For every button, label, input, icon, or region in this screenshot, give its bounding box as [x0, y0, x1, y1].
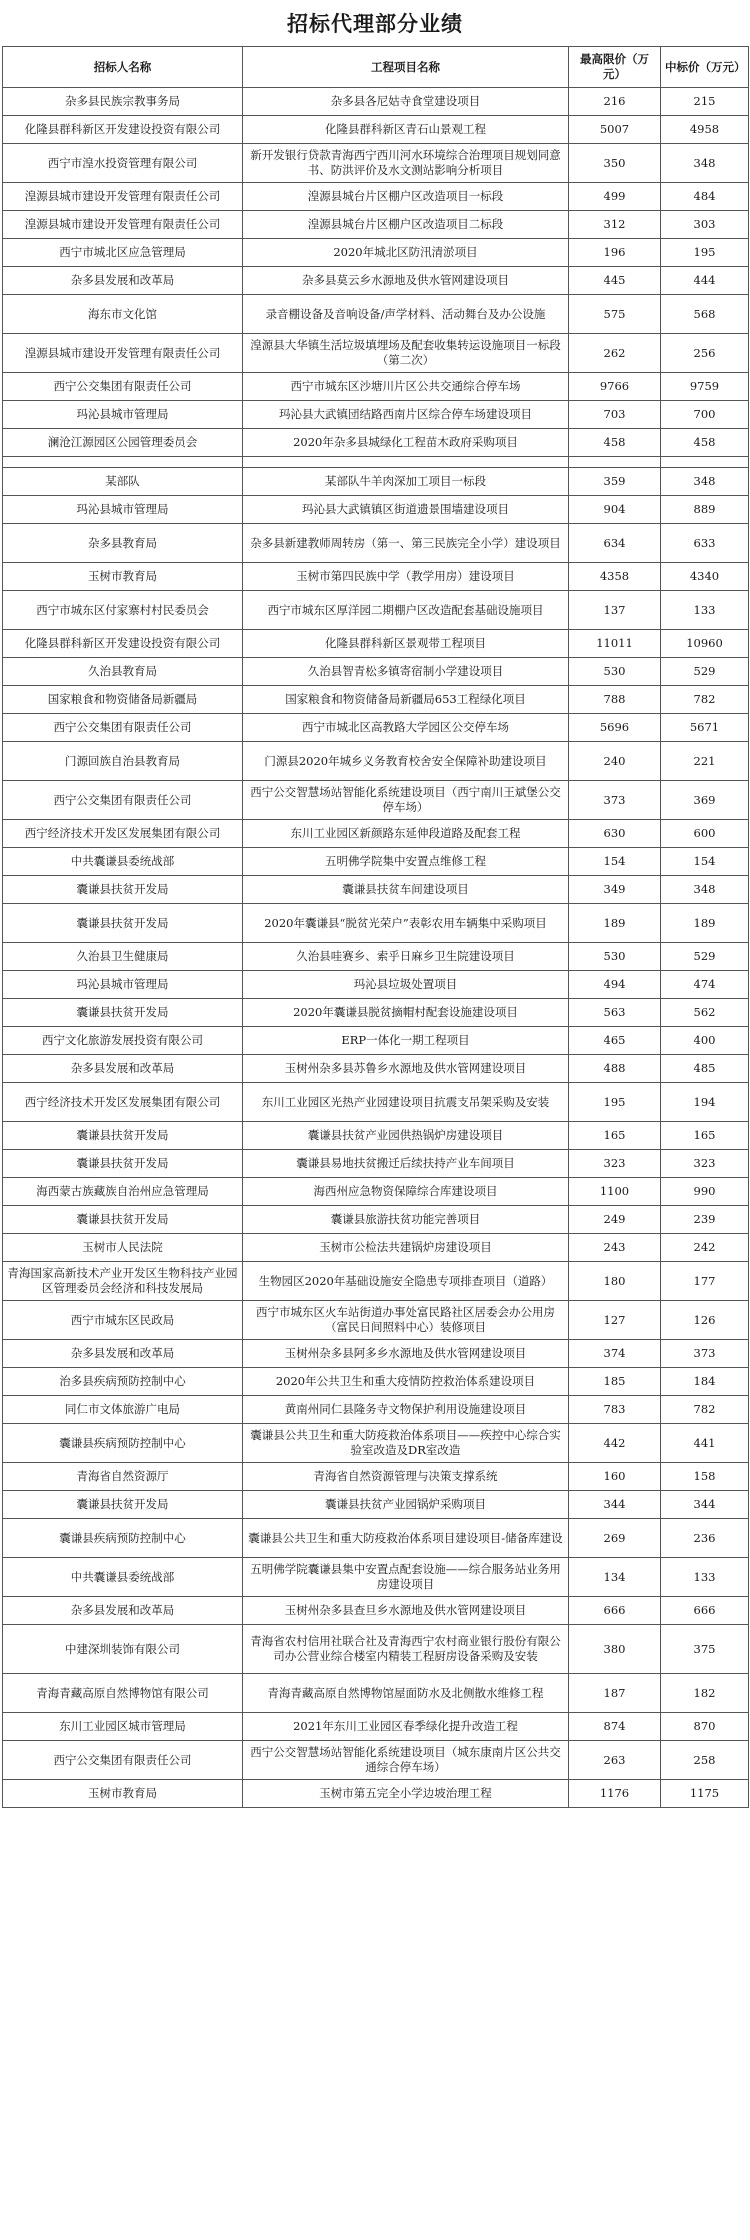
- project-cell: 青海省自然资源管理与决策支撑系统: [243, 1463, 569, 1491]
- tenderer-cell: 青海青藏高原自然博物馆有限公司: [3, 1674, 243, 1713]
- project-cell: 久治县哇赛乡、索乎日麻乡卫生院建设项目: [243, 943, 569, 971]
- table-row: [3, 1597, 749, 1625]
- tenderer-cell: 西宁文化旅游发展投资有限公司: [3, 1027, 243, 1055]
- tenderer-cell: 杂多县发展和改革局: [3, 1340, 243, 1368]
- bid-price-cell: 441: [661, 1424, 749, 1463]
- table-row: [3, 820, 749, 848]
- tenderer-cell: 玉树市人民法院: [3, 1234, 243, 1262]
- bid-price-cell: 562: [661, 999, 749, 1027]
- table-row: [3, 1558, 749, 1597]
- table-row: [3, 429, 749, 457]
- bid-price-cell: 182: [661, 1674, 749, 1713]
- max-price-cell: 185: [569, 1368, 661, 1396]
- project-cell: 生物园区2020年基础设施安全隐患专项排查项目（道路）: [243, 1262, 569, 1301]
- table-row: [3, 848, 749, 876]
- project-cell: 西宁公交智慧场站智能化系统建设项目（西宁南川王斌堡公交停车场）: [243, 781, 569, 820]
- tenderer-cell: 久治县教育局: [3, 658, 243, 686]
- max-price-cell: 359: [569, 468, 661, 496]
- tenderer-cell: 某部队: [3, 468, 243, 496]
- bid-price-cell: 323: [661, 1150, 749, 1178]
- tenderer-cell: 西宁公交集团有限责任公司: [3, 373, 243, 401]
- table-row: [3, 1674, 749, 1713]
- tenderer-cell: 湟源县城市建设开发管理有限责任公司: [3, 211, 243, 239]
- tenderer-cell: 西宁市城东区民政局: [3, 1301, 243, 1340]
- tenderer-cell: 中共囊谦县委统战部: [3, 1558, 243, 1597]
- project-cell: 2020年囊谦县脱贫摘帽村配套设施建设项目: [243, 999, 569, 1027]
- table-row: [3, 971, 749, 999]
- bid-price-cell: 236: [661, 1519, 749, 1558]
- max-price-cell: 458: [569, 429, 661, 457]
- bid-price-cell: 5671: [661, 714, 749, 742]
- max-price-cell: 530: [569, 943, 661, 971]
- max-price-cell: 243: [569, 1234, 661, 1262]
- bid-price-cell: 348: [661, 876, 749, 904]
- table-row: [3, 1301, 749, 1340]
- max-price-cell: 874: [569, 1713, 661, 1741]
- gap-cell: [661, 457, 749, 468]
- bid-price-cell: 194: [661, 1083, 749, 1122]
- table-row: [3, 1780, 749, 1808]
- table-row: [3, 373, 749, 401]
- max-price-cell: 134: [569, 1558, 661, 1597]
- table-row: [3, 686, 749, 714]
- max-price-cell: 499: [569, 183, 661, 211]
- max-price-cell: 530: [569, 658, 661, 686]
- max-price-cell: 349: [569, 876, 661, 904]
- bid-price-cell: 126: [661, 1301, 749, 1340]
- max-price-cell: 216: [569, 88, 661, 116]
- tenderer-cell: 囊谦县扶贫开发局: [3, 999, 243, 1027]
- tenderer-cell: 玛沁县城市管理局: [3, 971, 243, 999]
- bid-price-cell: 889: [661, 496, 749, 524]
- table-row: [3, 563, 749, 591]
- max-price-cell: 575: [569, 295, 661, 334]
- bid-price-cell: 165: [661, 1122, 749, 1150]
- project-cell: 湟源县城台片区棚户区改造项目二标段: [243, 211, 569, 239]
- table-row: [3, 334, 749, 373]
- performance-table: [2, 46, 749, 1808]
- max-price-cell: 904: [569, 496, 661, 524]
- table-row: [3, 1234, 749, 1262]
- project-cell: 东川工业园区光热产业园建设项目抗震支吊架采购及安装: [243, 1083, 569, 1122]
- bid-price-cell: 633: [661, 524, 749, 563]
- bid-price-cell: 484: [661, 183, 749, 211]
- bid-price-cell: 133: [661, 591, 749, 630]
- max-price-cell: 380: [569, 1625, 661, 1674]
- max-price-cell: 249: [569, 1206, 661, 1234]
- table-row: [3, 1178, 749, 1206]
- tenderer-cell: 囊谦县扶贫开发局: [3, 1491, 243, 1519]
- bid-price-cell: 133: [661, 1558, 749, 1597]
- tenderer-cell: 海西蒙古族藏族自治州应急管理局: [3, 1178, 243, 1206]
- project-cell: 2020年囊谦县“脱贫光荣户”表彰农用车辆集中采购项目: [243, 904, 569, 943]
- project-cell: 囊谦县扶贫产业园供热锅炉房建设项目: [243, 1122, 569, 1150]
- project-cell: 五明佛学院囊谦县集中安置点配套设施——综合服务站业务用房建设项目: [243, 1558, 569, 1597]
- table-row: [3, 1741, 749, 1780]
- project-cell: 玉树州杂多县阿多乡水源地及供水管网建设项目: [243, 1340, 569, 1368]
- tenderer-cell: 西宁经济技术开发区发展集团有限公司: [3, 820, 243, 848]
- table-row: [3, 1368, 749, 1396]
- table-row: [3, 591, 749, 630]
- tenderer-cell: 玛沁县城市管理局: [3, 496, 243, 524]
- project-cell: 玉树市公检法共建锅炉房建设项目: [243, 1234, 569, 1262]
- page-title: 招标代理部分业绩: [287, 11, 463, 36]
- project-cell: 杂多县各尼姑寺食堂建设项目: [243, 88, 569, 116]
- tenderer-cell: 杂多县发展和改革局: [3, 1055, 243, 1083]
- project-cell: ERP一体化一期工程项目: [243, 1027, 569, 1055]
- project-cell: 玉树市第五完全小学边坡治理工程: [243, 1780, 569, 1808]
- tenderer-cell: 囊谦县扶贫开发局: [3, 904, 243, 943]
- max-price-cell: 187: [569, 1674, 661, 1713]
- project-cell: 2020年公共卫生和重大疫情防控救治体系建设项目: [243, 1368, 569, 1396]
- table-row: [3, 1424, 749, 1463]
- tenderer-cell: 西宁市湟水投资管理有限公司: [3, 144, 243, 183]
- table-header-row: [3, 47, 749, 88]
- bid-price-cell: 258: [661, 1741, 749, 1780]
- bid-price-cell: 348: [661, 468, 749, 496]
- tenderer-cell: 西宁公交集团有限责任公司: [3, 1741, 243, 1780]
- tenderer-cell: 西宁公交集团有限责任公司: [3, 781, 243, 820]
- tenderer-cell: 囊谦县疾病预防控制中心: [3, 1519, 243, 1558]
- max-price-cell: 240: [569, 742, 661, 781]
- max-price-cell: 154: [569, 848, 661, 876]
- project-cell: 玉树市第四民族中学（教学用房）建设项目: [243, 563, 569, 591]
- max-price-cell: 703: [569, 401, 661, 429]
- header-tenderer: 招标人名称: [3, 47, 243, 88]
- table-row: [3, 1519, 749, 1558]
- project-cell: 玛沁县垃圾处置项目: [243, 971, 569, 999]
- tenderer-cell: 玛沁县城市管理局: [3, 401, 243, 429]
- max-price-cell: 630: [569, 820, 661, 848]
- bid-price-cell: 375: [661, 1625, 749, 1674]
- tenderer-cell: 久治县卫生健康局: [3, 943, 243, 971]
- tenderer-cell: 杂多县发展和改革局: [3, 1597, 243, 1625]
- bid-price-cell: 9759: [661, 373, 749, 401]
- max-price-cell: 269: [569, 1519, 661, 1558]
- tenderer-cell: 西宁市城北区应急管理局: [3, 239, 243, 267]
- tenderer-cell: 西宁公交集团有限责任公司: [3, 714, 243, 742]
- table-row: [3, 1206, 749, 1234]
- bid-price-cell: 239: [661, 1206, 749, 1234]
- tenderer-cell: 中共囊谦县委统战部: [3, 848, 243, 876]
- tenderer-cell: 囊谦县扶贫开发局: [3, 1122, 243, 1150]
- max-price-cell: 127: [569, 1301, 661, 1340]
- tenderer-cell: 门源回族自治县教育局: [3, 742, 243, 781]
- bid-price-cell: 782: [661, 1396, 749, 1424]
- table-row: [3, 999, 749, 1027]
- project-cell: 玉树州杂多县苏鲁乡水源地及供水管网建设项目: [243, 1055, 569, 1083]
- bid-price-cell: 458: [661, 429, 749, 457]
- table-row: [3, 1713, 749, 1741]
- bid-price-cell: 600: [661, 820, 749, 848]
- header-max-price: 最高限价（万元）: [569, 47, 661, 88]
- bid-price-cell: 221: [661, 742, 749, 781]
- project-cell: 西宁市城东区厚洋园二期棚户区改造配套基础设施项目: [243, 591, 569, 630]
- max-price-cell: 160: [569, 1463, 661, 1491]
- max-price-cell: 442: [569, 1424, 661, 1463]
- max-price-cell: 666: [569, 1597, 661, 1625]
- tenderer-cell: 杂多县发展和改革局: [3, 267, 243, 295]
- max-price-cell: 1100: [569, 1178, 661, 1206]
- table-row: [3, 630, 749, 658]
- project-cell: 青海省农村信用社联合社及青海西宁农村商业银行股份有限公司办公营业综合楼室内精装工程厨房设备采购及安装: [243, 1625, 569, 1674]
- max-price-cell: 788: [569, 686, 661, 714]
- table-row: [3, 714, 749, 742]
- tenderer-cell: 中建深圳装饰有限公司: [3, 1625, 243, 1674]
- bid-price-cell: 184: [661, 1368, 749, 1396]
- bid-price-cell: 4340: [661, 563, 749, 591]
- table-row: [3, 658, 749, 686]
- bid-price-cell: 344: [661, 1491, 749, 1519]
- project-cell: 玉树州杂多县查旦乡水源地及供水管网建设项目: [243, 1597, 569, 1625]
- bid-price-cell: 400: [661, 1027, 749, 1055]
- project-cell: 囊谦县易地扶贫搬迁后续扶持产业车间项目: [243, 1150, 569, 1178]
- project-cell: 西宁市城北区高教路大学园区公交停车场: [243, 714, 569, 742]
- header-bid-price: 中标价（万元）: [661, 47, 749, 88]
- bid-price-cell: 474: [661, 971, 749, 999]
- bid-price-cell: 303: [661, 211, 749, 239]
- table-row: [3, 116, 749, 144]
- table-gap-row: [3, 457, 749, 468]
- max-price-cell: 180: [569, 1262, 661, 1301]
- max-price-cell: 196: [569, 239, 661, 267]
- max-price-cell: 263: [569, 1741, 661, 1780]
- project-cell: 门源县2020年城乡义务教育校舍安全保障补助建设项目: [243, 742, 569, 781]
- gap-cell: [569, 457, 661, 468]
- tenderer-cell: 囊谦县扶贫开发局: [3, 1150, 243, 1178]
- bid-price-cell: 568: [661, 295, 749, 334]
- table-row: [3, 1340, 749, 1368]
- max-price-cell: 5696: [569, 714, 661, 742]
- project-cell: 录音棚设备及音响设备/声学材料、活动舞台及办公设施: [243, 295, 569, 334]
- table-row: [3, 1463, 749, 1491]
- bid-price-cell: 529: [661, 658, 749, 686]
- project-cell: 湟源县大华镇生活垃圾填埋场及配套收集转运设施项目一标段（第二次）: [243, 334, 569, 373]
- tenderer-cell: 杂多县教育局: [3, 524, 243, 563]
- tenderer-cell: 湟源县城市建设开发管理有限责任公司: [3, 334, 243, 373]
- tenderer-cell: 澜沧江源园区公园管理委员会: [3, 429, 243, 457]
- max-price-cell: 1176: [569, 1780, 661, 1808]
- header-project: 工程项目名称: [243, 47, 569, 88]
- tenderer-cell: 海东市文化馆: [3, 295, 243, 334]
- max-price-cell: 374: [569, 1340, 661, 1368]
- project-cell: 湟源县城台片区棚户区改造项目一标段: [243, 183, 569, 211]
- table-row: [3, 1396, 749, 1424]
- table-row: [3, 876, 749, 904]
- table-body: [3, 88, 749, 1808]
- table-row: [3, 267, 749, 295]
- max-price-cell: 465: [569, 1027, 661, 1055]
- table-row: [3, 1150, 749, 1178]
- project-cell: 2020年杂多县城绿化工程苗木政府采购项目: [243, 429, 569, 457]
- table-row: [3, 904, 749, 943]
- project-cell: 囊谦县旅游扶贫功能完善项目: [243, 1206, 569, 1234]
- table-row: [3, 1083, 749, 1122]
- project-cell: 化隆县群科新区青石山景观工程: [243, 116, 569, 144]
- table-row: [3, 1055, 749, 1083]
- max-price-cell: 195: [569, 1083, 661, 1122]
- table-row: [3, 468, 749, 496]
- max-price-cell: 323: [569, 1150, 661, 1178]
- table-row: [3, 1491, 749, 1519]
- project-cell: 化隆县群科新区景观带工程项目: [243, 630, 569, 658]
- table-row: [3, 1122, 749, 1150]
- tenderer-cell: 青海国家高新技术产业开发区生物科技产业园区管理委员会经济和科技发展局: [3, 1262, 243, 1301]
- tenderer-cell: 玉树市教育局: [3, 563, 243, 591]
- table-row: [3, 211, 749, 239]
- table-row: [3, 781, 749, 820]
- tenderer-cell: 化隆县群科新区开发建设投资有限公司: [3, 116, 243, 144]
- max-price-cell: 262: [569, 334, 661, 373]
- bid-price-cell: 154: [661, 848, 749, 876]
- tenderer-cell: 湟源县城市建设开发管理有限责任公司: [3, 183, 243, 211]
- bid-price-cell: 348: [661, 144, 749, 183]
- project-cell: 国家粮食和物资储备局新疆局653工程绿化项目: [243, 686, 569, 714]
- project-cell: 西宁市城东区沙塘川片区公共交通综合停车场: [243, 373, 569, 401]
- bid-price-cell: 1175: [661, 1780, 749, 1808]
- table-row: [3, 295, 749, 334]
- tenderer-cell: 化隆县群科新区开发建设投资有限公司: [3, 630, 243, 658]
- tenderer-cell: 囊谦县扶贫开发局: [3, 876, 243, 904]
- project-cell: 西宁公交智慧场站智能化系统建设项目（城东康南片区公共交通综合停车场）: [243, 1741, 569, 1780]
- table-row: [3, 239, 749, 267]
- tenderer-cell: 囊谦县扶贫开发局: [3, 1206, 243, 1234]
- table-row: [3, 88, 749, 116]
- project-cell: 东川工业园区新颜路东延伸段道路及配套工程: [243, 820, 569, 848]
- tenderer-cell: 囊谦县疾病预防控制中心: [3, 1424, 243, 1463]
- project-cell: 2021年东川工业园区春季绿化提升改造工程: [243, 1713, 569, 1741]
- max-price-cell: 11011: [569, 630, 661, 658]
- tenderer-cell: 西宁经济技术开发区发展集团有限公司: [3, 1083, 243, 1122]
- table-row: [3, 144, 749, 183]
- table-row: [3, 943, 749, 971]
- tenderer-cell: 同仁市文体旅游广电局: [3, 1396, 243, 1424]
- table-row: [3, 1625, 749, 1674]
- max-price-cell: 137: [569, 591, 661, 630]
- project-cell: 西宁市城东区火车站街道办事处富民路社区居委会办公用房（富民日间照料中心）装修项目: [243, 1301, 569, 1340]
- tenderer-cell: 玉树市教育局: [3, 1780, 243, 1808]
- tenderer-cell: 杂多县民族宗教事务局: [3, 88, 243, 116]
- max-price-cell: 5007: [569, 116, 661, 144]
- project-cell: 囊谦县扶贫车间建设项目: [243, 876, 569, 904]
- bid-price-cell: 700: [661, 401, 749, 429]
- bid-price-cell: 444: [661, 267, 749, 295]
- max-price-cell: 634: [569, 524, 661, 563]
- table-row: [3, 524, 749, 563]
- bid-price-cell: 485: [661, 1055, 749, 1083]
- bid-price-cell: 870: [661, 1713, 749, 1741]
- gap-cell: [243, 457, 569, 468]
- bid-price-cell: 256: [661, 334, 749, 373]
- table-row: [3, 1262, 749, 1301]
- project-cell: 久治县智青松多镇寄宿制小学建设项目: [243, 658, 569, 686]
- bid-price-cell: 195: [661, 239, 749, 267]
- max-price-cell: 4358: [569, 563, 661, 591]
- max-price-cell: 344: [569, 1491, 661, 1519]
- max-price-cell: 783: [569, 1396, 661, 1424]
- bid-price-cell: 666: [661, 1597, 749, 1625]
- max-price-cell: 350: [569, 144, 661, 183]
- table-row: [3, 183, 749, 211]
- project-cell: 海西州应急物资保障综合库建设项目: [243, 1178, 569, 1206]
- project-cell: 黄南州同仁县隆务寺文物保护利用设施建设项目: [243, 1396, 569, 1424]
- max-price-cell: 312: [569, 211, 661, 239]
- max-price-cell: 373: [569, 781, 661, 820]
- bid-price-cell: 369: [661, 781, 749, 820]
- tenderer-cell: 东川工业园区城市管理局: [3, 1713, 243, 1741]
- max-price-cell: 9766: [569, 373, 661, 401]
- max-price-cell: 494: [569, 971, 661, 999]
- table-row: [3, 1027, 749, 1055]
- bid-price-cell: 177: [661, 1262, 749, 1301]
- bid-price-cell: 373: [661, 1340, 749, 1368]
- bid-price-cell: 189: [661, 904, 749, 943]
- bid-price-cell: 158: [661, 1463, 749, 1491]
- project-cell: 杂多县新建教师周转房（第一、第三民族完全小学）建设项目: [243, 524, 569, 563]
- project-cell: 某部队牛羊肉深加工项目一标段: [243, 468, 569, 496]
- tenderer-cell: 青海省自然资源厅: [3, 1463, 243, 1491]
- table-row: [3, 401, 749, 429]
- project-cell: 玛沁县大武镇団结路西南片区综合停车场建设项目: [243, 401, 569, 429]
- bid-price-cell: 215: [661, 88, 749, 116]
- max-price-cell: 165: [569, 1122, 661, 1150]
- gap-cell: [3, 457, 243, 468]
- tenderer-cell: 西宁市城东区付家寨村村民委员会: [3, 591, 243, 630]
- max-price-cell: 445: [569, 267, 661, 295]
- project-cell: 囊谦县扶贫产业园锅炉采购项目: [243, 1491, 569, 1519]
- max-price-cell: 189: [569, 904, 661, 943]
- project-cell: 杂多县莫云乡水源地及供水管网建设项目: [243, 267, 569, 295]
- tenderer-cell: 治多县疾病预防控制中心: [3, 1368, 243, 1396]
- bid-price-cell: 782: [661, 686, 749, 714]
- tenderer-cell: 国家粮食和物资储备局新疆局: [3, 686, 243, 714]
- bid-price-cell: 990: [661, 1178, 749, 1206]
- table-row: [3, 742, 749, 781]
- max-price-cell: 488: [569, 1055, 661, 1083]
- table-row: [3, 496, 749, 524]
- project-cell: 囊谦县公共卫生和重大防疫救治体系项目建设项目-储备库建设: [243, 1519, 569, 1558]
- bid-price-cell: 529: [661, 943, 749, 971]
- project-cell: 新开发银行贷款青海西宁西川河水环境综合治理项目规划同意书、防洪评价及水文测站影响分析项目: [243, 144, 569, 183]
- project-cell: 玛沁县大武镇镇区街道遗景围墙建设项目: [243, 496, 569, 524]
- bid-price-cell: 4958: [661, 116, 749, 144]
- bid-price-cell: 242: [661, 1234, 749, 1262]
- project-cell: 五明佛学院集中安置点维修工程: [243, 848, 569, 876]
- project-cell: 2020年城北区防汛清淤项目: [243, 239, 569, 267]
- max-price-cell: 563: [569, 999, 661, 1027]
- project-cell: 青海青藏高原自然博物馆屋面防水及北侧散水维修工程: [243, 1674, 569, 1713]
- bid-price-cell: 10960: [661, 630, 749, 658]
- project-cell: 囊谦县公共卫生和重大防疫救治体系项目——疾控中心综合实验室改造及DR室改造: [243, 1424, 569, 1463]
